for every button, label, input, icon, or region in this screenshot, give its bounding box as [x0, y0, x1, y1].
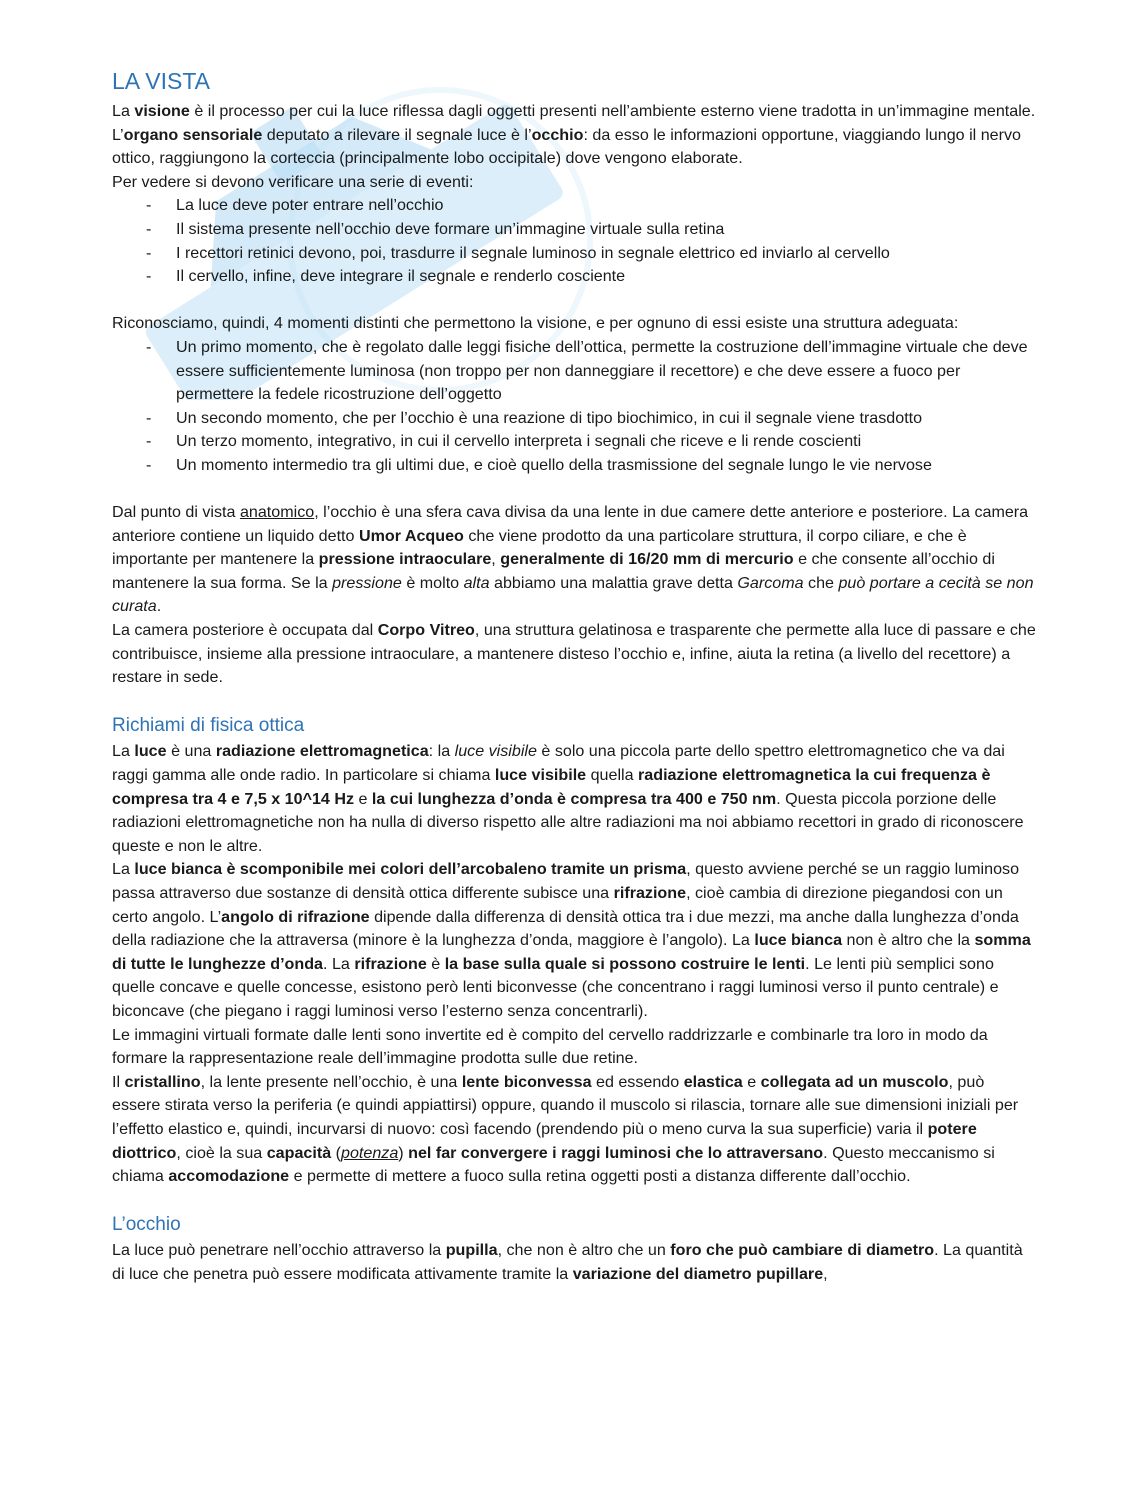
events-list — [112, 194, 1037, 288]
anatomy-paragraph: Dal punto di vista anatomico, l’occhio è una sfera cava divisa da una lente in due camere dette anteriore e posteriore. La camera anteriore contiene un liquido detto Umor Acqueo che viene prodotto da una particolare struttura, il corpo ciliare, e che è importante per mantenere la pressione intraoculare, generalmente di 16/20 mm di mercurio e che consente all’occhio di mantenere la sua forma. Se la pressione è molto alta abbiamo una malattia grave detta Garcoma che può portare a cecità se non curata. — [112, 503, 1034, 616]
list-item: - I recettori retinici devono, poi, trasdurre il segnale luminoso in segnale elettrico ed inviarlo al cervello — [112, 242, 1037, 266]
list-item: - Un primo momento, che è regolato dalle leggi fisiche dell’ottica, permette la costruzione dell’immagine virtuale che deve essere sufficientemente luminosa (non troppo per non danneggiare il recettore) e che deve essere a fuoco per permettere la fedele ricostruzione dell’oggetto — [112, 336, 1037, 407]
list-item: - Il sistema presente nell’occhio deve formare un’immagine virtuale sulla retina — [112, 218, 1037, 242]
optics-paragraph: La luce bianca è scomponibile mei colori dell’arcobaleno tramite un prisma, questo avviene perché se un raggio luminoso passa attraverso due sostanze di densità ottica differente subisce una rifrazione, cioè cambia di direzione piegandosi con un certo angolo. L’angolo di rifrazione dipende dalla differenza di densità ottica tra i due mezzi, ma anche dalla lunghezza d’onda della radiazione che la attraversa (minore è la lunghezza d’onda, maggiore è l’angolo). La luce bianca non è altro che la somma di tutte le lunghezze d’onda. La rifrazione è la base sulla quale si possono costruire le lenti. Le lenti più semplici sono quelle concave e quelle concesse, esistono però lenti biconvesse (che concentrano i raggi luminosi verso il punto centrale) e biconcave (che piegano i raggi luminosi verso l’esterno senza concentrarli). — [112, 860, 1031, 1020]
events-intro: Per vedere si devono verificare una serie di eventi: — [112, 172, 474, 191]
list-item: - Un momento intermedio tra gli ultimi due, e cioè quello della trasmissione del segnale lungo le vie nervose — [112, 454, 1037, 478]
list-item: - La luce deve poter entrare nell’occhio — [112, 194, 1037, 218]
list-item: - Un terzo momento, integrativo, in cui il cervello interpreta i segnali che riceve e li rende coscienti — [112, 430, 1037, 454]
optics-paragraph: Il cristallino, la lente presente nell’occhio, è una lente biconvessa ed essendo elastica e collegata ad un muscolo, può essere stirata verso la periferia (e quindi appiattirsi) oppure, quando il muscolo si rilascia, tornare alle sue dimensioni iniziali per l’effetto elastico e, quindi, incurvarsi di nuovo: così facendo (prendendo più o meno curva la sua superficie) varia il potere diottrico, cioè la sua capacità (potenza) nel far convergere i raggi luminosi che lo attraversano. Questo meccanismo si chiama accomodazione e permette di mettere a fuoco sulla retina oggetti posti a distanza differente dall’occhio. — [112, 1072, 1019, 1186]
optics-paragraph: La luce è una radiazione elettromagnetica: la luce visibile è solo una piccola parte dello spettro elettromagnetico che va dai raggi gamma alle onde radio. In particolare si chiama luce visibile quella radiazione elettromagnetica la cui frequenza è compresa tra 4 e 7,5 x 10^14 Hz e la cui lunghezza d’onda è compresa tra 400 e 750 nm. Questa piccola porzione delle radiazioni elettromagnetiche non ha nulla di diverso rispetto alle altre radiazioni ma noi abbiamo recettori in grado di riconoscere queste e non le altre. — [112, 742, 1024, 855]
document-page — [112, 66, 1037, 1287]
moments-intro: Riconosciamo, quindi, 4 momenti distinti che permettono la visione, e per ognuno di essi esiste una struttura adeguata: — [112, 314, 959, 333]
optics-paragraph: Le immagini virtuali formate dalle lenti sono invertite ed è compito del cervello raddrizzarle e combinarle tra loro in modo da formare la rappresentazione reale dell’immagine prodotta sulle due retine. — [112, 1025, 988, 1068]
section-heading-optics: Richiami di fisica ottica — [112, 715, 305, 737]
vitreous-paragraph: La camera posteriore è occupata dal Corpo Vitreo, una struttura gelatinosa e trasparente che permette alla luce di passare e che contribuisce, insieme alla pressione intraoculare, a mantenere disteso l’occhio e, infine, aiuta la retina (a livello del recettore) a restare in sede. — [112, 621, 1036, 687]
intro-paragraph: La visione è il processo per cui la luce riflessa dagli oggetti presenti nell’ambiente esterno viene tradotta in un’immagine mentale. L’organo sensoriale deputato a rilevare il segnale luce è l’occhio: da esso le informazioni opportune, viaggiando lungo il nervo ottico, raggiungono la corteccia (principalmente lobo occipitale) dove vengono elaborate. — [112, 102, 1036, 168]
moments-list — [112, 336, 1037, 478]
list-item: - Un secondo momento, che per l’occhio è una reazione di tipo biochimico, in cui il segnale viene trasdotto — [112, 407, 1037, 431]
eye-paragraph: La luce può penetrare nell’occhio attraverso la pupilla, che non è altro che un foro che può cambiare di diametro. La quantità di luce che penetra può essere modificata attivamente tramite la variazione del diametro pupillare, — [112, 1241, 1023, 1283]
section-heading-eye: L’occhio — [112, 1214, 181, 1236]
list-item: - Il cervello, infine, deve integrare il segnale e renderlo cosciente — [112, 265, 1037, 289]
page-title: LA VISTA — [112, 68, 211, 94]
